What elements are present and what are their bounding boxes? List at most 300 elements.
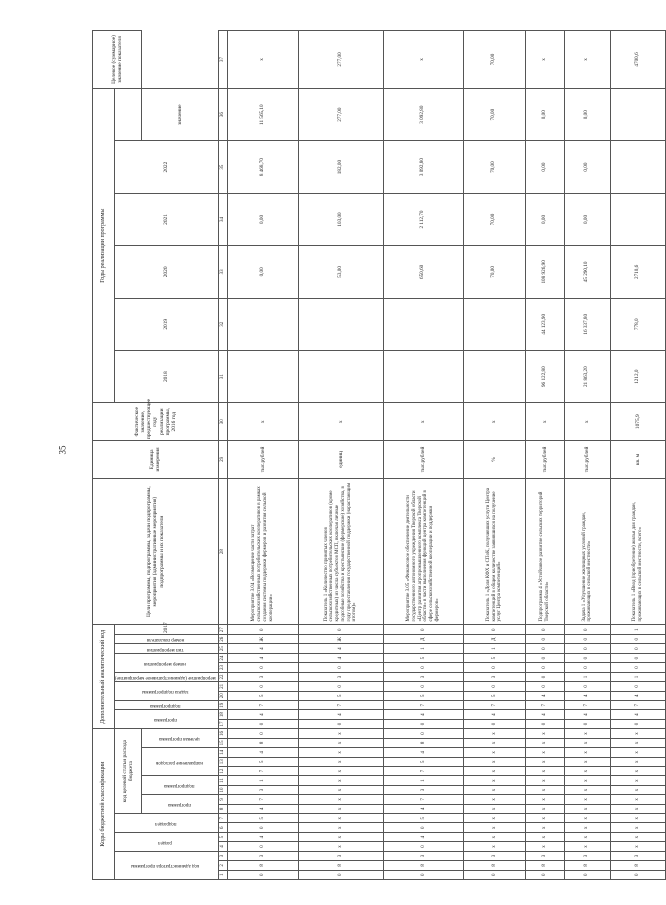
year-value-cell: 778,0 <box>610 298 665 350</box>
year-value-cell <box>227 350 298 402</box>
code-cell: х <box>564 842 610 851</box>
code-cell: 0 <box>610 635 665 644</box>
code-cell: Ж <box>299 635 384 644</box>
target-value-cell: х <box>564 31 610 89</box>
unit-cell: % <box>464 441 526 479</box>
code-cell: х <box>464 748 526 757</box>
tip-header: тип мероприятия <box>147 646 184 652</box>
code-cell: 7 <box>299 700 384 709</box>
year-value-cell: 44 123,90 <box>525 298 564 350</box>
code-cell: 0 <box>383 663 463 672</box>
cel-prog-header: целевая программа <box>158 736 200 742</box>
column-index-cell: 10 <box>218 785 227 794</box>
code-cell: 5 <box>227 757 298 766</box>
table-row <box>383 31 463 880</box>
code-cell: 7 <box>383 795 463 804</box>
code-cell: 4 <box>299 644 384 653</box>
year-value-cell: 0,00 <box>227 246 298 298</box>
code-cell: 0 <box>299 682 384 691</box>
code-cell: 3 <box>299 851 384 860</box>
code-cell: 7 <box>564 700 610 709</box>
fact-cell: х <box>299 403 384 441</box>
unit-cell: тыс.рублей <box>383 441 463 479</box>
year-value-cell: 182,00 <box>299 141 384 193</box>
column-index-cell: 27 <box>218 625 227 635</box>
podprog-header: подпрограмма <box>163 783 195 789</box>
code-cell: х <box>299 738 384 747</box>
code-cell: 7 <box>227 700 298 709</box>
year-value-cell: 70,00 <box>464 88 526 140</box>
column-index-cell: 28 <box>218 478 227 625</box>
code-cell: 0 <box>299 625 384 635</box>
year-value-cell <box>464 298 526 350</box>
table-row <box>299 31 384 880</box>
year-value-cell: 11 565,10 <box>227 88 298 140</box>
code-cell: 3 <box>464 851 526 860</box>
code-cell: 0 <box>383 625 463 635</box>
code-cell: 1 <box>383 776 463 785</box>
code-cell: 7 <box>610 700 665 709</box>
unit-cell: тыс.рублей <box>525 441 564 479</box>
year-value-cell: 0,00 <box>564 193 610 245</box>
code-cell: 0 <box>464 719 526 728</box>
target-value-header: значение <box>142 88 219 140</box>
code-cell: х <box>525 729 564 738</box>
column-index-row <box>218 31 227 880</box>
unit-cell: кв. м <box>610 441 665 479</box>
column-index-cell: 16 <box>218 729 227 738</box>
code-cell: х <box>299 832 384 841</box>
codes-group-header: Коды бюджетной классификации <box>93 729 115 880</box>
code-cell: 4 <box>299 710 384 719</box>
year-value-cell: 16 337,80 <box>564 298 610 350</box>
fact-cell: х <box>525 403 564 441</box>
column-index-cell: 22 <box>218 672 227 681</box>
code-cell: х <box>564 785 610 794</box>
code-cell: 0 <box>525 663 564 672</box>
code-cell: 8 <box>564 861 610 870</box>
code-cell: 0 <box>227 729 298 738</box>
column-index-cell: 34 <box>218 193 227 245</box>
column-index-cell: 23 <box>218 663 227 672</box>
code-cell: х <box>299 729 384 738</box>
code-cell: х <box>564 757 610 766</box>
unit-cell: тыс.рублей <box>564 441 610 479</box>
code-cell: 0 <box>525 625 564 635</box>
code-cell: 3 <box>227 785 298 794</box>
column-index-cell: 24 <box>218 653 227 662</box>
year-header-2018: 2018 <box>115 350 219 402</box>
code-cell: х <box>610 738 665 747</box>
unit-cell: тыс.рублей <box>227 441 298 479</box>
unit-cell: единиц <box>299 441 384 479</box>
code-cell: 4 <box>383 804 463 813</box>
code-cell: 4 <box>227 804 298 813</box>
code-cell: 4 <box>227 653 298 662</box>
code-cell: х <box>525 842 564 851</box>
code-cell: х <box>299 785 384 794</box>
column-index-cell: 13 <box>218 757 227 766</box>
column-index-cell: 14 <box>218 748 227 757</box>
year-value-cell <box>610 88 665 140</box>
year-value-cell: 2710,6 <box>610 246 665 298</box>
code-cell: 0 <box>383 682 463 691</box>
years-group-header: Годы реализации программы <box>93 88 115 402</box>
code-cell: Ж <box>227 635 298 644</box>
zadacha-header: задача подпрограммы <box>142 688 189 694</box>
admin-header: код администратора программы <box>131 863 200 869</box>
row-name-cell: Показатель 1 «Доля КФХ и СПоК, получивших услуги Центра компетенций в общем количестве заявившихся на получение услуг Центра компетенций» <box>464 478 526 625</box>
code-cell: х <box>610 766 665 775</box>
column-index-cell: 32 <box>218 298 227 350</box>
name-header: Цели программы, подпрограммы, задачи подпрограммы, мероприятия (административные мероприятия) подпрограммы и их показатели <box>93 478 219 625</box>
code-cell: х <box>564 832 610 841</box>
table-row <box>525 31 564 880</box>
year-value-cell: 0,00 <box>564 141 610 193</box>
year-value-cell: 70,00 <box>464 141 526 193</box>
code-cell: 0 <box>610 870 665 879</box>
year-value-cell: 8 468,70 <box>227 141 298 193</box>
column-index-cell: 12 <box>218 766 227 775</box>
column-index-cell: 31 <box>218 350 227 402</box>
code-cell: 7 <box>383 766 463 775</box>
year-value-cell: 0,00 <box>564 88 610 140</box>
year-value-cell: 277,00 <box>299 88 384 140</box>
code-cell: х <box>464 804 526 813</box>
code-cell: Д <box>383 635 463 644</box>
year-value-cell <box>610 141 665 193</box>
column-index-cell: 30 <box>218 403 227 441</box>
fact-cell: х <box>464 403 526 441</box>
code-cell: 5 <box>383 653 463 662</box>
year-value-cell <box>383 298 463 350</box>
row-name-cell: Подпрограмма 4 «Устойчивое развитие сельских территорий Тверской области» <box>525 478 564 625</box>
code-cell: х <box>610 785 665 794</box>
code-cell: 0 <box>525 644 564 653</box>
unit-header: Единица измерения <box>93 441 219 479</box>
column-index-cell: 6 <box>218 823 227 832</box>
code-cell: х <box>610 729 665 738</box>
target-group-header: Целевое (суммарное) значение показателя <box>93 31 142 89</box>
year-value-cell: 0,00 <box>525 193 564 245</box>
code-cell: 0 <box>525 635 564 644</box>
code-cell: х <box>299 804 384 813</box>
fact-header: Фактическое значение, предшествующее году реализации программы, 2016 год <box>93 403 219 441</box>
code-cell: х <box>464 738 526 747</box>
code-cell: 3 <box>564 851 610 860</box>
code-cell: х <box>464 814 526 823</box>
code-cell: 4 <box>299 653 384 662</box>
year-value-cell: 1212,0 <box>610 350 665 402</box>
code-cell: х <box>525 776 564 785</box>
code-cell: 0 <box>564 635 610 644</box>
row-name-cell: Показатель 1 «Количество принятых членов сельскохозяйственных потребительских кооперативов (кроме кредитных) из числа субъектов МСП, включая личные подсобные хозяйства и крестьянские (фермерские) хозяйства, в году предоставления государственной поддержки (нарастающим итогом)» <box>299 478 384 625</box>
code-cell: х <box>610 757 665 766</box>
code-cell: 4 <box>227 644 298 653</box>
program-table <box>92 30 666 880</box>
code-cell: х <box>525 738 564 747</box>
code-cell: 0 <box>464 663 526 672</box>
code-cell: 7 <box>227 766 298 775</box>
year-value-cell <box>383 350 463 402</box>
code-cell: 3 <box>227 672 298 681</box>
code-cell: 0 <box>299 663 384 672</box>
code-cell: 0 <box>525 653 564 662</box>
code-cell: 4 <box>383 710 463 719</box>
code-cell: 0 <box>464 682 526 691</box>
year-value-cell: 108 926,90 <box>525 246 564 298</box>
code-cell: 8 <box>383 861 463 870</box>
code-cell: 0 <box>564 644 610 653</box>
code-cell: 0 <box>299 719 384 728</box>
meropr-header: мероприятие (административное мероприятие) <box>115 674 216 680</box>
add-code-group-header: Дополнительный аналитический код <box>93 625 115 729</box>
target-value-cell: 277,00 <box>299 31 384 89</box>
code-cell: х <box>525 757 564 766</box>
code-cell: х <box>464 842 526 851</box>
code-cell: 7 <box>525 700 564 709</box>
code-cell: 7 <box>383 700 463 709</box>
kcsr-header: код целевой статьи расхода бюджета <box>115 729 142 814</box>
code-cell: 0 <box>525 672 564 681</box>
code-cell: 3 <box>299 672 384 681</box>
code-cell: х <box>299 823 384 832</box>
code-cell: 0 <box>564 682 610 691</box>
nomer-pok-header: номер показателя <box>146 637 184 643</box>
table-body <box>227 31 665 880</box>
code-cell: 3 <box>383 785 463 794</box>
column-index-cell: 2 <box>218 861 227 870</box>
target-value-cell: 70,00 <box>464 31 526 89</box>
code-cell: 3 <box>464 672 526 681</box>
table-row <box>464 31 526 880</box>
code-cell: х <box>564 814 610 823</box>
code-cell: х <box>525 832 564 841</box>
code-cell: х <box>299 776 384 785</box>
code-cell: 0 <box>383 842 463 851</box>
column-index-cell: 15 <box>218 738 227 747</box>
code-cell: х <box>525 823 564 832</box>
year-value-cell <box>464 350 526 402</box>
code-cell: 0 <box>227 663 298 672</box>
year-value-cell: 96 122,80 <box>525 350 564 402</box>
column-index-cell: 26 <box>218 635 227 644</box>
code-cell: х <box>610 748 665 757</box>
code-cell: 0 <box>227 842 298 851</box>
code-cell: х <box>564 823 610 832</box>
code-cell: 3 <box>383 851 463 860</box>
fact-cell: х <box>383 403 463 441</box>
year-value-cell: 3 092,80 <box>383 88 463 140</box>
column-index-cell: 19 <box>218 700 227 709</box>
code-cell: 1 <box>610 672 665 681</box>
code-cell: 4 <box>383 748 463 757</box>
code-cell: 0 <box>299 870 384 879</box>
code-cell: 4 <box>464 710 526 719</box>
year-value-cell: 70,00 <box>464 246 526 298</box>
code-cell: 5 <box>383 814 463 823</box>
code-cell: 0 <box>564 663 610 672</box>
column-index-cell: 5 <box>218 832 227 841</box>
year-header-2022: 2022 <box>115 141 219 193</box>
code-cell: х <box>610 814 665 823</box>
column-index-cell: 25 <box>218 644 227 653</box>
code-cell: 0 <box>610 663 665 672</box>
column-index-cell: 35 <box>218 141 227 193</box>
code-cell: 4 <box>383 832 463 841</box>
code-cell: х <box>464 757 526 766</box>
row-name-cell: Показатель 1 «Ввод (приобретение) жилья для граждан, проживающих в сельской местности, всего» <box>610 478 665 625</box>
code-cell: х <box>299 795 384 804</box>
year-value-cell <box>299 298 384 350</box>
code-cell: 1 <box>464 644 526 653</box>
code-cell: х <box>564 729 610 738</box>
year-value-cell: 3 092,80 <box>383 141 463 193</box>
code-cell: х <box>464 832 526 841</box>
year-value-cell: 0,00 <box>525 88 564 140</box>
code-cell: 0 <box>464 870 526 879</box>
code-cell: 4 <box>227 710 298 719</box>
code-cell: х <box>525 795 564 804</box>
column-index-cell: 1 <box>218 870 227 879</box>
code-cell: 0 <box>525 719 564 728</box>
year-value-cell: 21 863,20 <box>564 350 610 402</box>
year-value-cell: 0,00 <box>227 193 298 245</box>
code-cell: 0 <box>564 625 610 635</box>
code-cell: 3 <box>610 851 665 860</box>
code-cell: 4 <box>564 710 610 719</box>
code-cell: х <box>464 823 526 832</box>
code-cell: х <box>525 814 564 823</box>
napr-header: направление расходов <box>155 759 203 765</box>
table-row <box>564 31 610 880</box>
code-cell: х <box>464 785 526 794</box>
code-cell: х <box>525 748 564 757</box>
code-cell: х <box>299 748 384 757</box>
code-cell: х <box>610 804 665 813</box>
prog-header: программа <box>167 802 191 807</box>
column-index-cell: 11 <box>218 776 227 785</box>
column-index-cell: 21 <box>218 682 227 691</box>
code-cell: 1 <box>564 672 610 681</box>
year-value-cell: 53,00 <box>299 246 384 298</box>
table-row <box>610 31 665 880</box>
code-cell: х <box>464 795 526 804</box>
code-cell: 0 <box>610 719 665 728</box>
code-cell: 1 <box>227 776 298 785</box>
year-value-cell: 70,00 <box>464 193 526 245</box>
year-value-cell: 45 290,10 <box>564 246 610 298</box>
column-index-cell: 17 <box>218 719 227 728</box>
code-cell: 5 <box>383 757 463 766</box>
code-cell: 8 <box>464 861 526 870</box>
code-cell: 0 <box>610 644 665 653</box>
year-header-2021: 2021 <box>115 193 219 245</box>
rotated-table-container <box>92 30 643 880</box>
code-cell: 5 <box>299 691 384 700</box>
row-name-cell: Мероприятие 3.04 «Возмещение части затрат сельскохозяйственных потребительских кооперативов в рамках создания системы поддержки фермеров и развития сельской кооперации» <box>227 478 298 625</box>
column-index-cell: 18 <box>218 710 227 719</box>
column-index-cell: 37 <box>218 31 227 89</box>
year-value-cell <box>610 193 665 245</box>
code-cell: 8 <box>383 738 463 747</box>
nomer-mer-header: номер мероприятия <box>144 660 187 666</box>
column-index-cell: 36 <box>218 88 227 140</box>
code-cell: 8 <box>227 738 298 747</box>
code-cell: 4 <box>525 691 564 700</box>
target-value-cell: х <box>383 31 463 89</box>
code-cell: 0 <box>383 823 463 832</box>
code-cell: х <box>525 804 564 813</box>
code-cell: 0 <box>564 719 610 728</box>
code-cell: 5 <box>464 691 526 700</box>
column-index-cell: 7 <box>218 814 227 823</box>
code-cell: х <box>564 804 610 813</box>
column-index-cell: 4 <box>218 842 227 851</box>
code-cell: х <box>610 842 665 851</box>
row-name-cell: Мероприятие 3.05 «Финансовое обеспечение деятельности государственного автономного учреждения Тверской области «Центр развития агропромышленного комплекса Тверской области» в части выполнения функций центра компетенций в сфере сельскохозяйственной кооперации и поддержки фермеров» <box>383 478 463 625</box>
target-value-cell: х <box>227 31 298 89</box>
code-cell: 3 <box>383 672 463 681</box>
code-cell: 0 <box>227 625 298 635</box>
code-cell: 4 <box>227 832 298 841</box>
year-header-2017: 2017 <box>115 625 219 635</box>
target-value-cell: 4700,6 <box>610 31 665 89</box>
year-value-cell: 103,00 <box>299 193 384 245</box>
code-cell: х <box>299 757 384 766</box>
column-index-cell: 9 <box>218 795 227 804</box>
code-cell: х <box>525 766 564 775</box>
code-cell: 0 <box>564 653 610 662</box>
code-cell: 4 <box>564 691 610 700</box>
column-index-cell: 33 <box>218 246 227 298</box>
podprog2-header: подпрограмма <box>150 703 181 709</box>
code-cell: 3 <box>227 851 298 860</box>
code-cell: 5 <box>227 814 298 823</box>
code-cell: х <box>299 766 384 775</box>
code-cell: х <box>564 776 610 785</box>
code-cell: 4 <box>525 710 564 719</box>
code-cell: 8 <box>299 861 384 870</box>
year-value-cell <box>299 350 384 402</box>
code-cell: 0 <box>383 729 463 738</box>
code-cell: 8 <box>525 861 564 870</box>
column-index-cell: 29 <box>218 441 227 479</box>
code-cell: 0 <box>610 653 665 662</box>
code-cell: 8 <box>227 861 298 870</box>
podrazdel-header: подраздел <box>154 820 177 826</box>
page-number: 35 <box>57 445 68 455</box>
year-value-cell: 0,00 <box>525 141 564 193</box>
code-cell: х <box>525 785 564 794</box>
column-index-cell: 20 <box>218 691 227 700</box>
year-value-cell: 2 112,70 <box>383 193 463 245</box>
row-name-cell: Задача 1 «Улучшение жилищных условий граждан, проживающих в сельской местности» <box>564 478 610 625</box>
year-header-2019: 2019 <box>115 298 219 350</box>
code-cell: 0 <box>564 870 610 879</box>
code-cell: х <box>610 823 665 832</box>
code-cell: 8 <box>610 861 665 870</box>
code-cell: х <box>299 842 384 851</box>
code-cell: х <box>564 738 610 747</box>
table-row <box>227 31 298 880</box>
code-cell: 4 <box>227 748 298 757</box>
code-cell: 1 <box>383 644 463 653</box>
code-cell: 5 <box>464 653 526 662</box>
code-cell: х <box>564 795 610 804</box>
code-cell: 7 <box>227 795 298 804</box>
year-header-2020: 2020 <box>115 246 219 298</box>
